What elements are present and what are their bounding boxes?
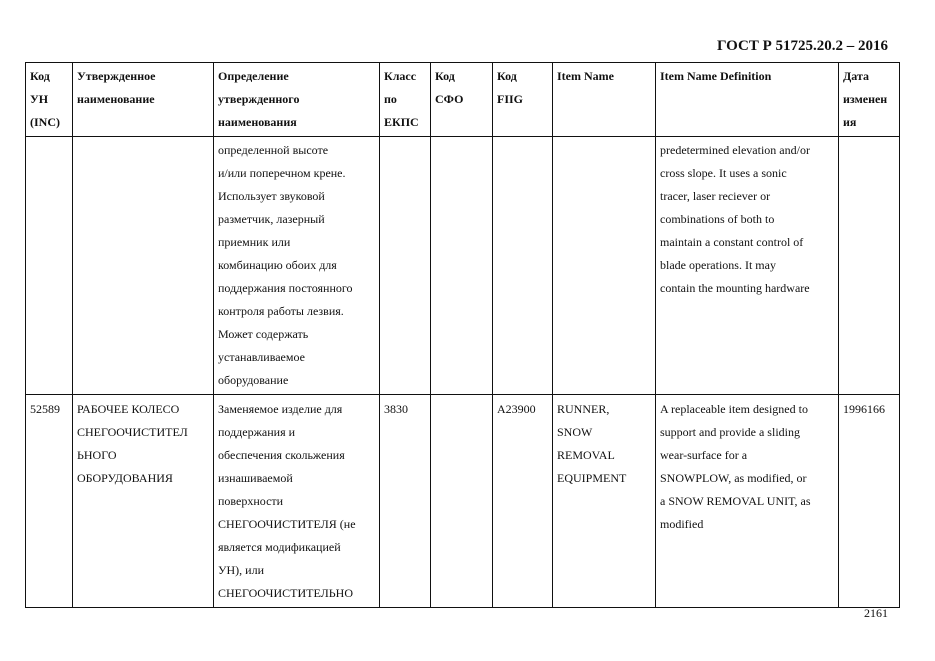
cell-ekps-class: 3830 bbox=[380, 395, 431, 608]
header-item-name: Item Name bbox=[553, 63, 656, 137]
cell-change-date: 1996166 bbox=[839, 395, 900, 608]
header-approved-name: Утвержденное наименование bbox=[73, 63, 214, 137]
cell-item-name-definition: predetermined elevation and/or cross slope. It uses a sonic tracer, laser reciever or combinations of both to maintain a constant control of blade operations. It may contain the mounting hardware bbox=[656, 137, 839, 395]
header-fiig-code: Код FIIG bbox=[493, 63, 553, 137]
document-standard-code: ГОСТ Р 51725.20.2 – 2016 bbox=[716, 38, 888, 54]
cell-sfo-code bbox=[431, 137, 493, 395]
cell-definition-ru: Заменяемое изделие для поддержания и обеспечения скольжения изнашиваемой поверхности СНЕГООЧИСТИТЕЛЯ (не является модификацией УН), или СНЕГООЧИСТИТЕЛЬНО bbox=[214, 395, 380, 608]
cell-sfo-code bbox=[431, 395, 493, 608]
table-header-row bbox=[26, 63, 900, 137]
cell-change-date bbox=[839, 137, 900, 395]
catalog-table bbox=[25, 62, 900, 608]
cell-approved-name: РАБОЧЕЕ КОЛЕСО СНЕГООЧИСТИТЕЛ ЬНОГО ОБОРУДОВАНИЯ bbox=[73, 395, 214, 608]
table-row bbox=[26, 137, 900, 395]
cell-item-name-definition: A replaceable item designed to support and provide a sliding wear-surface for a SNOWPLOW, as modified, or a SNOW REMOVAL UNIT, as modified bbox=[656, 395, 839, 608]
header-ekps-class: Класс по ЕКПС bbox=[380, 63, 431, 137]
cell-fiig-code: A23900 bbox=[493, 395, 553, 608]
cell-approved-name bbox=[73, 137, 214, 395]
header-change-date: Дата изменен ия bbox=[839, 63, 900, 137]
cell-definition-ru: определенной высоте и/или поперечном крене. Использует звуковой разметчик, лазерный приемник или комбинацию обоих для поддержания постоянного контроля работы лезвия. Может содержать устанавливаемое оборудование bbox=[214, 137, 380, 395]
page-number: 2161 bbox=[864, 606, 888, 620]
cell-item-name: RUNNER, SNOW REMOVAL EQUIPMENT bbox=[553, 395, 656, 608]
table-row bbox=[26, 395, 900, 608]
header-definition: Определение утвержденного наименования bbox=[214, 63, 380, 137]
cell-ekps-class bbox=[380, 137, 431, 395]
header-inc: Код УН (INC) bbox=[26, 63, 73, 137]
header-sfo-code: Код СФО bbox=[431, 63, 493, 137]
cell-inc bbox=[26, 137, 73, 395]
cell-item-name bbox=[553, 137, 656, 395]
header-item-name-definition: Item Name Definition bbox=[656, 63, 839, 137]
cell-inc: 52589 bbox=[26, 395, 73, 608]
cell-fiig-code bbox=[493, 137, 553, 395]
